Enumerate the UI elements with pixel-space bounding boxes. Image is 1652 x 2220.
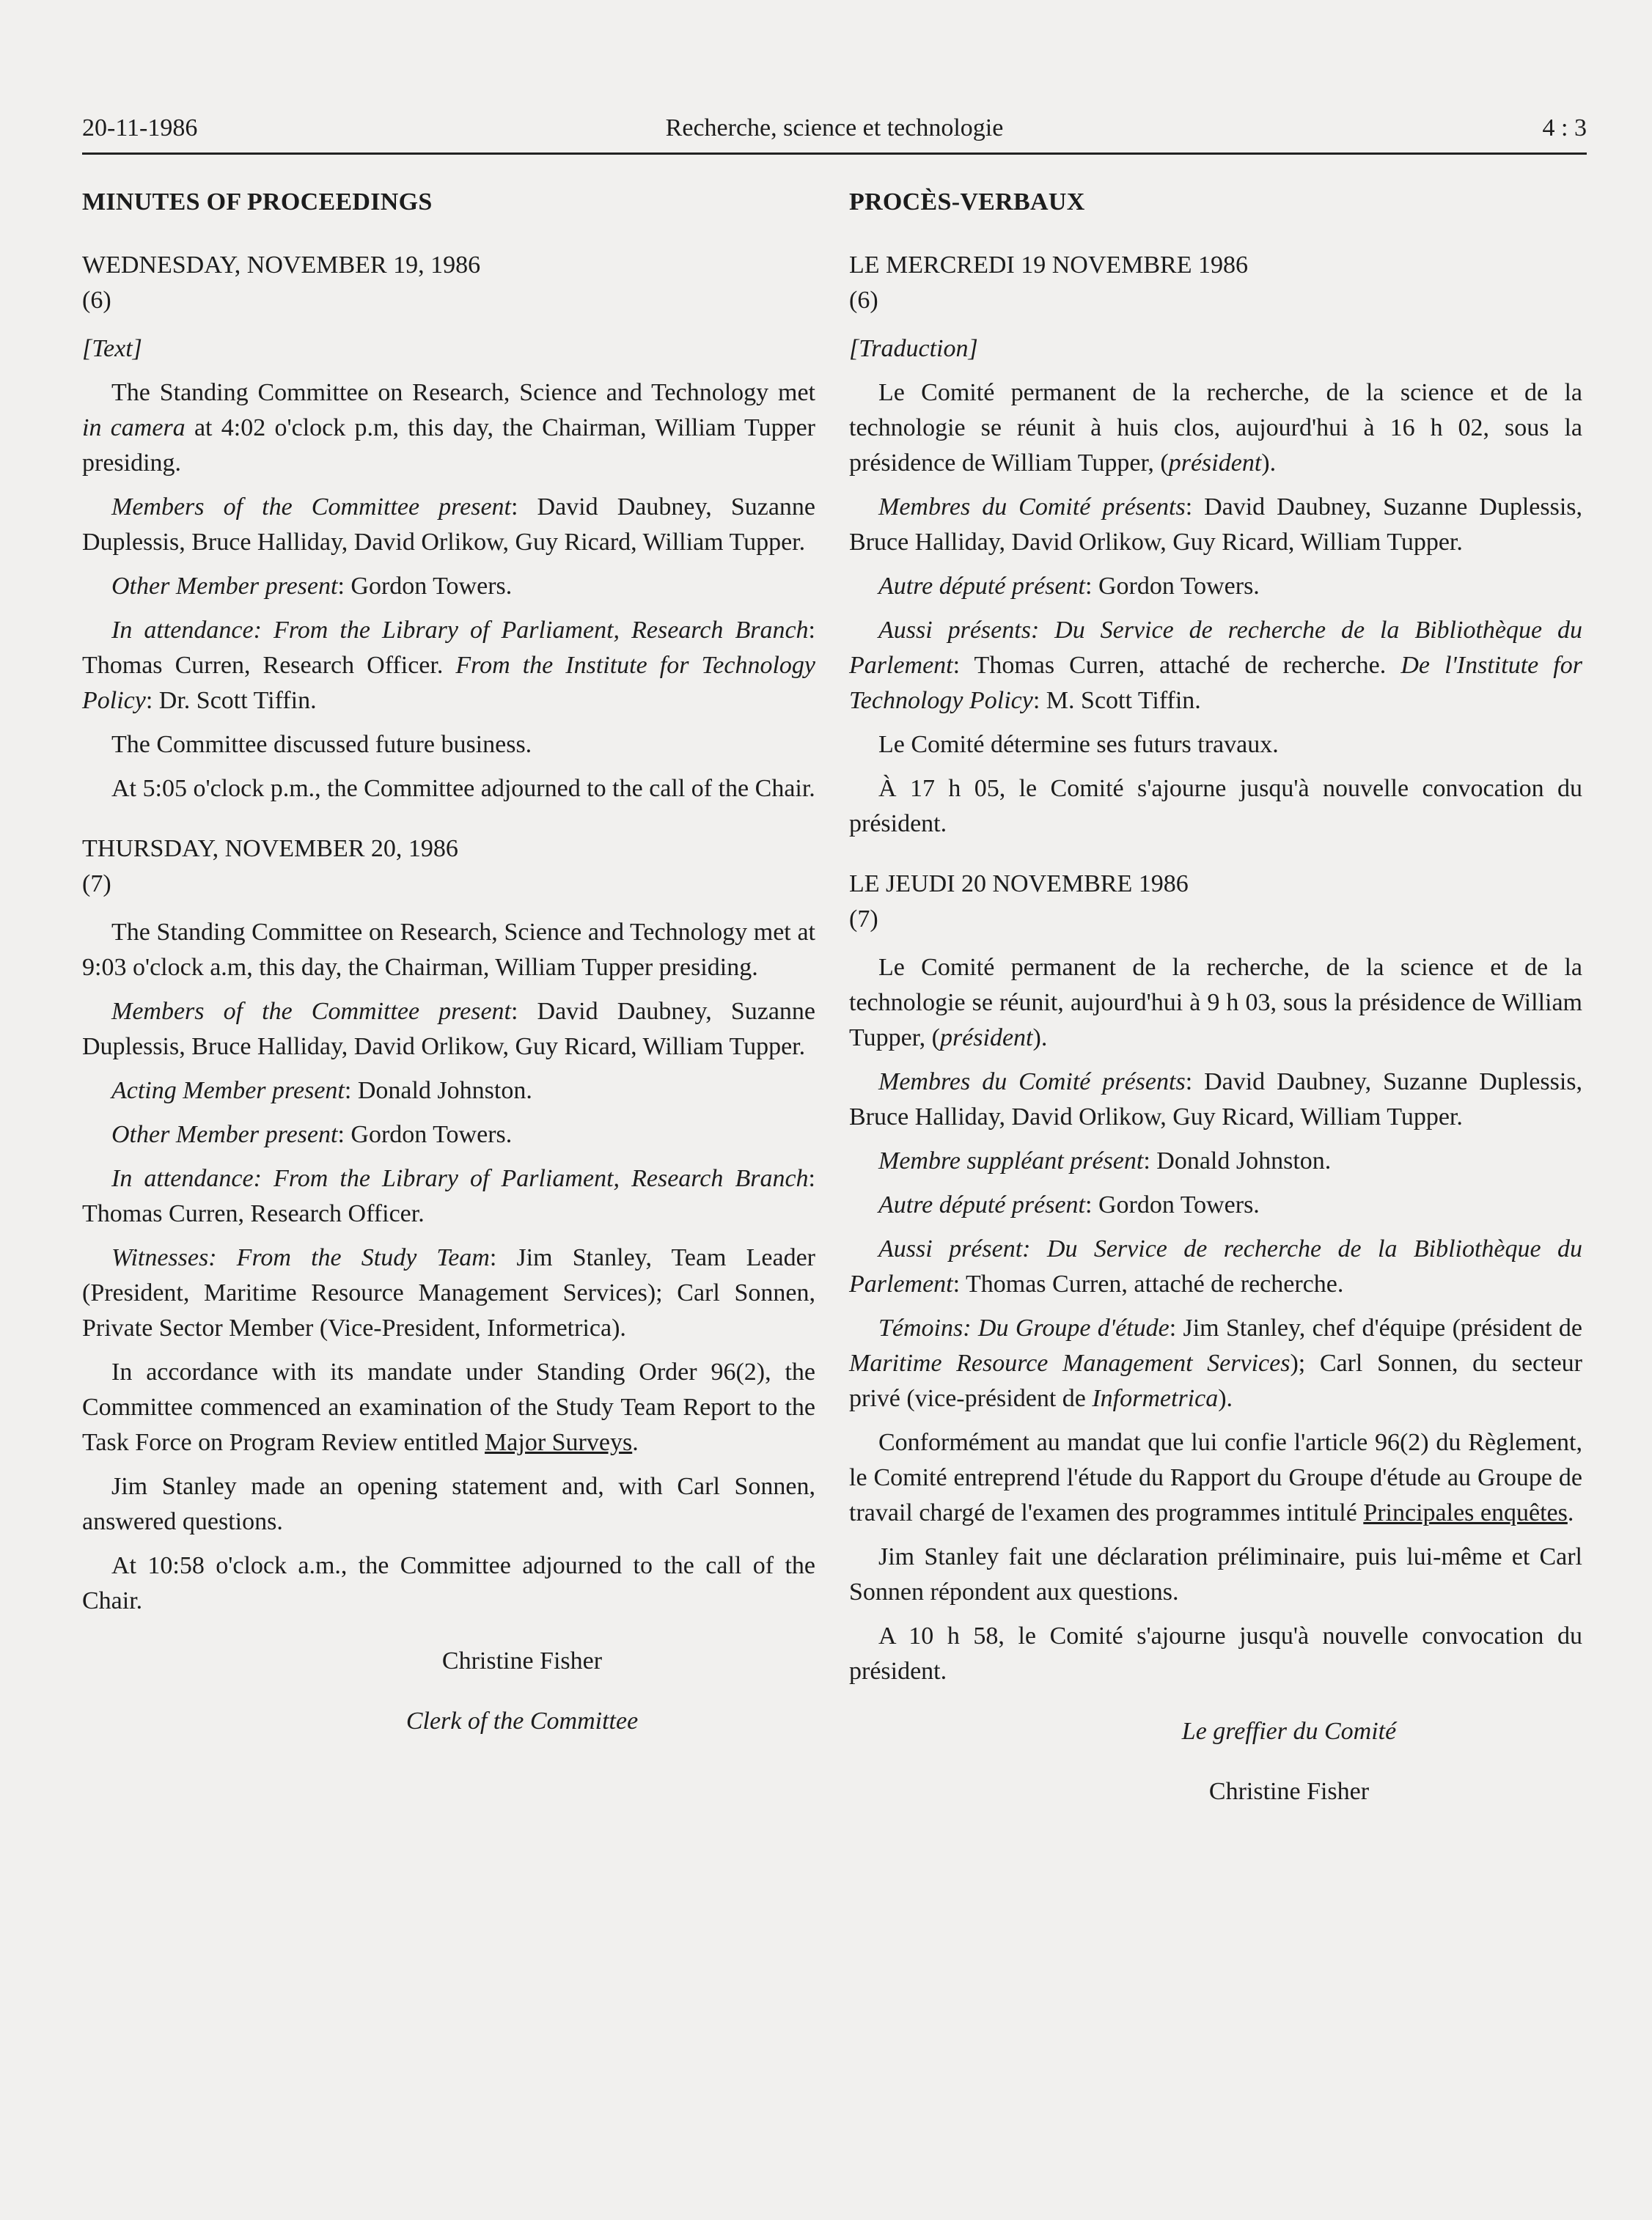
other-member: Other Member present: Gordon Towers. [111, 573, 513, 600]
opening-paragraph: Le Comité permanent de la recherche, de la science et de la technologie se réunit, aujourd'hui à 9 h 03, sous la présidence de William Tupper, (président). [849, 954, 1582, 1051]
in-attendance: In attendance: From the Library of Parliament, Research Branch: Thomas Curren, Research Officer. [82, 1165, 815, 1227]
adjourn-paragraph: At 10:58 o'clock a.m., the Committee adjourned to the call of the Chair. [82, 1552, 815, 1614]
header-title: Recherche, science et technologie [665, 114, 1004, 141]
meeting-date: WEDNESDAY, NOVEMBER 19, 1986 [82, 251, 481, 279]
witnesses: Témoins: Du Groupe d'étude: Jim Stanley, chef d'équipe (président de Maritime Resource Management Services); Carl Sonnen, du secteur privé (vice-président de Informetrica). [849, 1315, 1583, 1412]
text-tag: [Text] [82, 335, 142, 362]
meeting-number: (7) [82, 870, 111, 897]
header-date: 20-11-1986 [82, 114, 198, 141]
clerk-name: Christine Fisher [441, 1647, 603, 1675]
adjourn-paragraph: À 17 h 05, le Comité s'ajourne jusqu'à nouvelle convocation du président. [849, 775, 1582, 837]
meeting-number: (7) [849, 905, 878, 933]
text-tag: [Traduction] [849, 335, 978, 362]
members-present: Membres du Comité présents: David Daubney, Suzanne Duplessis, Bruce Halliday, David Orlikow, Guy Ricard, William Tupper. [849, 493, 1583, 556]
acting-member: Membre suppléant présent: Donald Johnston. [878, 1147, 1332, 1175]
header-page-number: 4 : 3 [1542, 114, 1587, 141]
mandate-paragraph: Conformément au mandat que lui confie l'article 96(2) du Règlement, le Comité entreprend l'étude du Rapport du Groupe d'étude au Groupe de travail chargé de l'examen des programmes intitulé Principales enquêtes. [849, 1429, 1582, 1526]
clerk-title: Le greffier du Comité [1181, 1718, 1397, 1745]
english-column [82, 185, 815, 1739]
section-heading: MINUTES OF PROCEEDINGS [82, 188, 433, 216]
meeting-number: (6) [849, 287, 878, 314]
business-paragraph: The Committee discussed future business. [111, 731, 532, 758]
adjourn-paragraph: At 5:05 o'clock p.m., the Committee adjourned to the call of the Chair. [111, 775, 815, 802]
section-heading: PROCÈS-VERBAUX [849, 188, 1085, 216]
business-paragraph: Le Comité détermine ses futurs travaux. [878, 731, 1279, 758]
clerk-name: Christine Fisher [1208, 1778, 1370, 1805]
statement-paragraph: Jim Stanley fait une déclaration préliminaire, puis lui-même et Carl Sonnen répondent aux questions. [849, 1543, 1582, 1606]
meeting-date: THURSDAY, NOVEMBER 20, 1986 [82, 835, 458, 862]
members-present: Members of the Committee present: David Daubney, Suzanne Duplessis, Bruce Halliday, David Orlikow, Guy Ricard, William Tupper. [82, 998, 816, 1060]
other-member: Autre député présent: Gordon Towers. [878, 1191, 1260, 1219]
signature-block [849, 1714, 1582, 1809]
in-attendance: In attendance: From the Library of Parliament, Research Branch: Thomas Curren, Research Officer. From the Institute for Technology Policy: Dr. Scott Tiffin. [82, 617, 815, 714]
in-attendance: Aussi présents: Du Service de recherche de la Bibliothèque du Parlement: Thomas Curren, attaché de recherche. De l'Institute for Technology Policy: M. Scott Tiffin. [849, 617, 1583, 714]
opening-paragraph: The Standing Committee on Research, Science and Technology met at 9:03 o'clock a.m, this day, the Chairman, William Tupper presiding. [82, 919, 815, 981]
members-present: Members of the Committee present: David Daubney, Suzanne Duplessis, Bruce Halliday, David Orlikow, Guy Ricard, William Tupper. [82, 493, 816, 556]
meeting-date: LE MERCREDI 19 NOVEMBRE 1986 [849, 251, 1248, 279]
signature-block [82, 1644, 815, 1739]
other-member: Autre député présent: Gordon Towers. [878, 573, 1260, 600]
running-header [82, 110, 1587, 155]
meeting-number: (6) [82, 287, 111, 314]
acting-member: Acting Member present: Donald Johnston. [111, 1077, 532, 1104]
other-member: Other Member present: Gordon Towers. [111, 1121, 513, 1148]
mandate-paragraph: In accordance with its mandate under Standing Order 96(2), the Committee commenced an examination of the Study Team Report to the Task Force on Program Review entitled Major Surveys. [82, 1359, 815, 1456]
opening-paragraph: The Standing Committee on Research, Science and Technology met in camera at 4:02 o'clock p.m, this day, the Chairman, William Tupper presiding. [82, 379, 815, 477]
french-column [849, 185, 1582, 1809]
statement-paragraph: Jim Stanley made an opening statement and, with Carl Sonnen, answered questions. [82, 1473, 815, 1535]
clerk-title: Clerk of the Committee [405, 1708, 639, 1735]
witnesses: Witnesses: From the Study Team: Jim Stanley, Team Leader (President, Maritime Resource Management Services); Carl Sonnen, Private Sector Member (Vice-President, Informetrica). [82, 1244, 815, 1342]
adjourn-paragraph: A 10 h 58, le Comité s'ajourne jusqu'à nouvelle convocation du président. [849, 1622, 1582, 1685]
opening-paragraph: Le Comité permanent de la recherche, de la science et de la technologie se réunit à huis clos, aujourd'hui à 16 h 02, sous la présidence de William Tupper, (président). [849, 379, 1582, 477]
members-present: Membres du Comité présents: David Daubney, Suzanne Duplessis, Bruce Halliday, David Orlikow, Guy Ricard, William Tupper. [849, 1068, 1583, 1131]
in-attendance: Aussi présent: Du Service de recherche de la Bibliothèque du Parlement: Thomas Curren, attaché de recherche. [849, 1235, 1582, 1298]
meeting-date: LE JEUDI 20 NOVEMBRE 1986 [849, 870, 1189, 897]
